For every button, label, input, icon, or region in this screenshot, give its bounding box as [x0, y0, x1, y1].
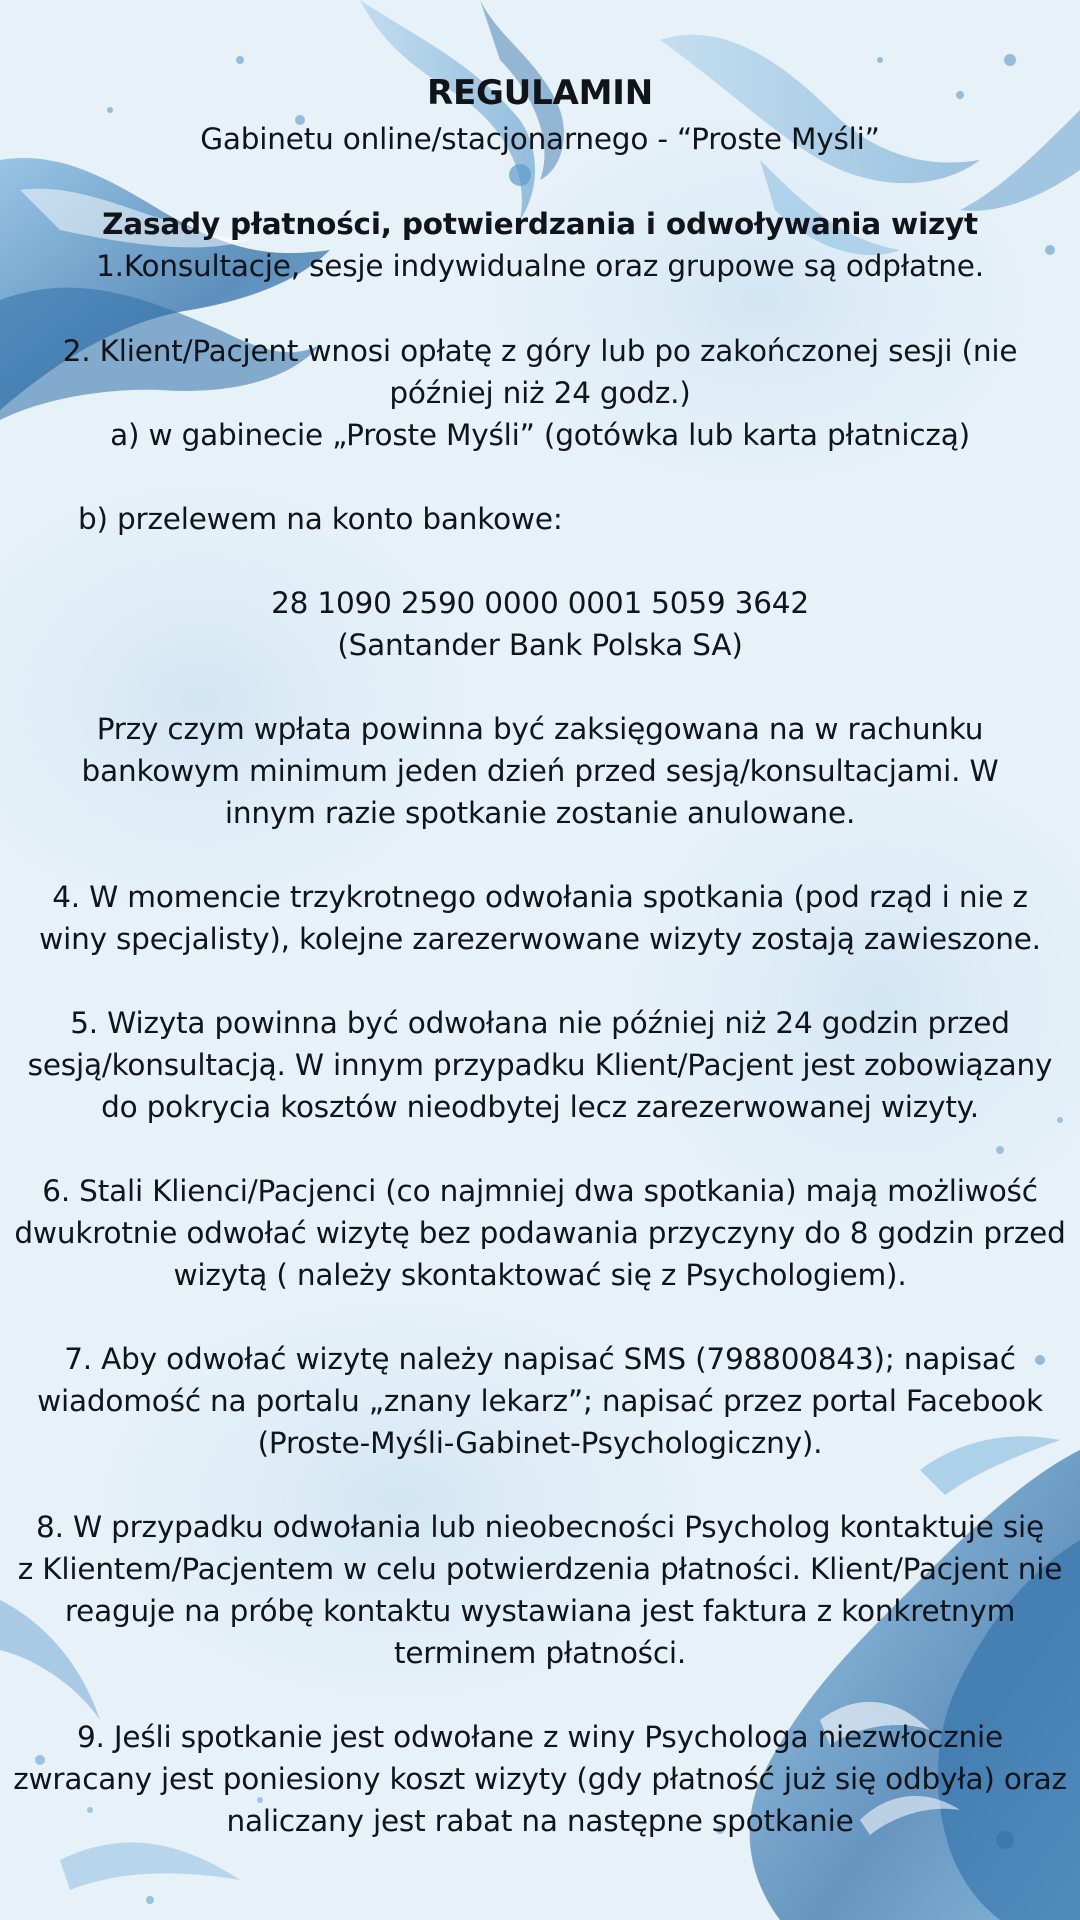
rule-2-line-1: 2. Klient/Pacjent wnosi opłatę z góry lub po zakończonej sesji (nie [62, 334, 1018, 368]
rule-1: 1.Konsultacje, sesje indywidualne oraz grupowe są odpłatne. [96, 249, 984, 283]
rule-8-line-2: z Klientem/Pacjentem w celu potwierdzenia płatności. Klient/Pacjent nie [17, 1552, 1063, 1586]
rule-8-line-4: terminem płatności. [393, 1636, 687, 1670]
rule-2-line-2: później niż 24 godz.) [389, 376, 691, 410]
bank-account-number: 28 1090 2590 0000 0001 5059 3642 [271, 586, 809, 620]
rule-9-line-2: zwracany jest poniesiony koszt wizyty (gdy płatność już się odbyła) oraz [13, 1762, 1067, 1796]
rule-9-line-3: naliczany jest rabat na następne spotkanie [226, 1804, 854, 1838]
rule-8-line-1: 8. W przypadku odwołania lub nieobecności Psycholog kontaktuje się [36, 1510, 1044, 1544]
rule-2a: a) w gabinecie „Proste Myśli” (gotówka lub karta płatniczą) [110, 418, 970, 452]
section-heading: Zasady płatności, potwierdzania i odwoływania wizyt [102, 207, 978, 241]
rule-6-line-3: wizytą ( należy skontaktować się z Psychologiem). [173, 1258, 907, 1292]
rule-6-line-2: dwukrotnie odwołać wizytę bez podawania przyczyny do 8 godzin przed [14, 1216, 1066, 1250]
rule-5-line-1: 5. Wizyta powinna być odwołana nie później niż 24 godzin przed [70, 1006, 1010, 1040]
rule-5-line-2: sesją/konsultacją. W innym przypadku Klient/Pacjent jest zobowiązany [27, 1048, 1053, 1082]
rule-2b: b) przelewem na konto bankowe: [78, 502, 563, 536]
bank-name: (Santander Bank Polska SA) [337, 628, 743, 662]
document-title: REGULAMIN [426, 73, 654, 113]
rule-7-line-1: 7. Aby odwołać wizytę należy napisać SMS (798800843); napisać [64, 1342, 1016, 1376]
rule-3-line-1: Przy czym wpłata powinna być zaksięgowana na w rachunku [96, 712, 984, 746]
rule-8-line-3: reaguje na próbę kontaktu wystawiana jest faktura z konkretnym [64, 1594, 1016, 1628]
rule-9-line-1: 9. Jeśli spotkanie jest odwołane z winy Psychologa niezwłocznie [76, 1720, 1003, 1754]
rule-3-line-2: bankowym minimum jeden dzień przed sesją/konsultacjami. W [81, 754, 999, 788]
rule-4-line-1: 4. W momencie trzykrotnego odwołania spotkania (pod rząd i nie z [52, 880, 1028, 914]
rule-4-line-2: winy specjalisty), kolejne zarezerwowane wizyty zostają zawieszone. [39, 922, 1041, 956]
rule-7-line-2: wiadomość na portalu „znany lekarz”; napisać przez portal Facebook [37, 1384, 1043, 1418]
rule-7-line-3: (Proste-Myśli-Gabinet-Psychologiczny). [257, 1426, 823, 1460]
document-subtitle: Gabinetu online/stacjonarnego - “Proste Myśli” [200, 122, 880, 156]
rule-5-line-3: do pokrycia kosztów nieodbytej lecz zarezerwowanej wizyty. [101, 1090, 979, 1124]
rule-6-line-1: 6. Stali Klienci/Pacjenci (co najmniej dwa spotkania) mają możliwość [42, 1174, 1038, 1208]
rule-3-line-3: innym razie spotkanie zostanie anulowane. [224, 796, 856, 830]
